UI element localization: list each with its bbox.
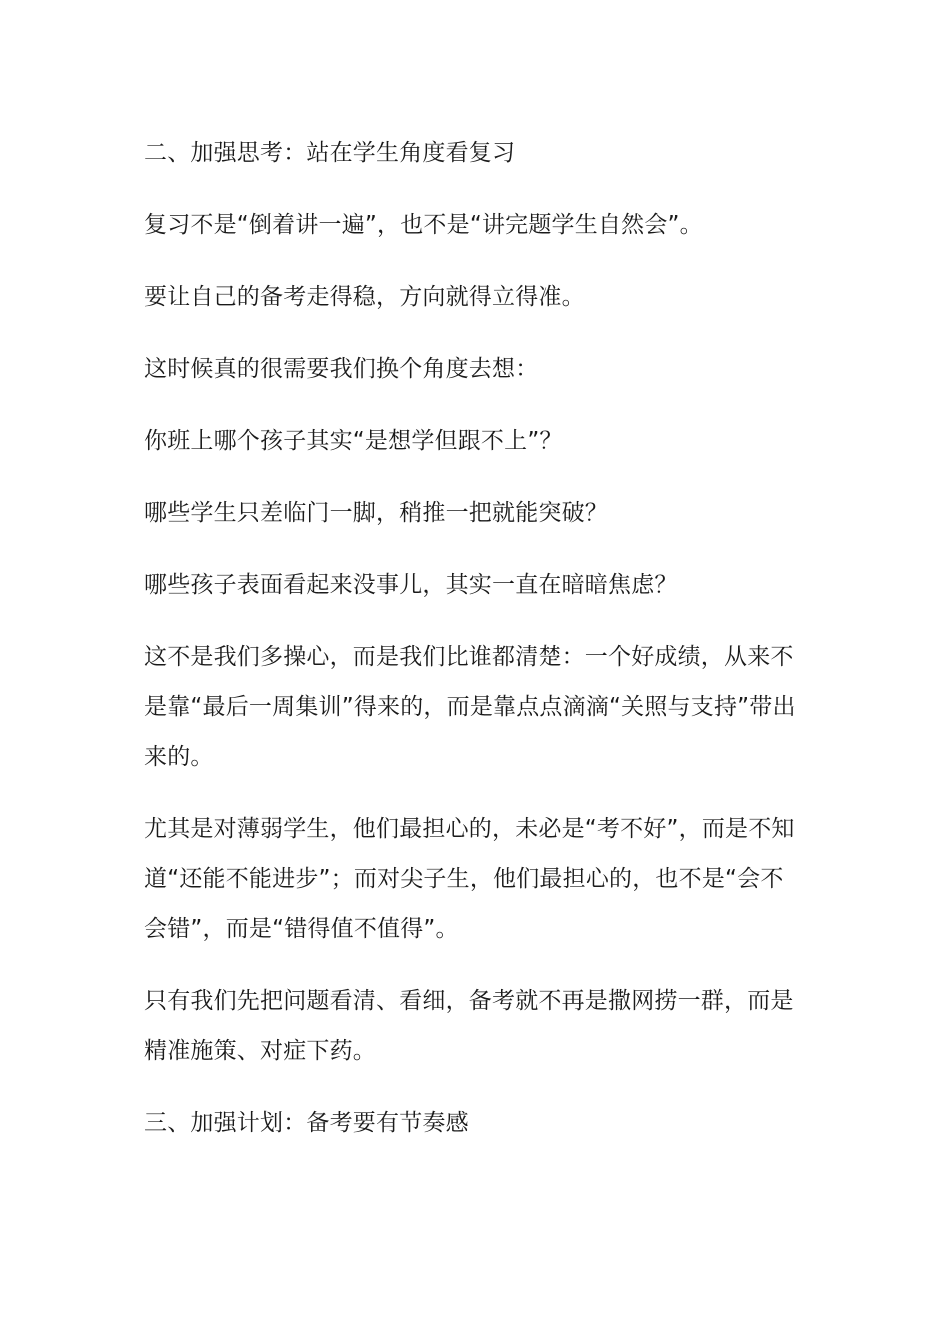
paragraph-7: 这不是我们多操心，而是我们比谁都清楚：一个好成绩，从来不是靠“最后一周集训”得来的，而是靠点点滴滴“关照与支持”带出来的。 [144,644,796,770]
document-body [144,128,804,1170]
paragraph-9: 只有我们先把问题看清、看细，备考就不再是撒网捞一群，而是精准施策、对症下药。 [144,988,794,1064]
section-heading-2: 二、加强思考：站在学生角度看复习 [144,140,516,166]
paragraph-2: 要让自己的备考走得稳，方向就得立得准。 [144,284,585,310]
section-heading-3: 三、加强计划：备考要有节奏感 [144,1110,469,1136]
paragraph-6: 哪些孩子表面看起来没事儿，其实一直在暗暗焦虑？ [144,572,678,598]
paragraph-8: 尤其是对薄弱学生，他们最担心的，未必是“考不好”，而是不知道“还能不能进步”；而对尖子生，他们最担心的，也不是“会不会错”，而是“错得值不值得”。 [144,816,795,942]
paragraph-4: 你班上哪个孩子其实“是想学但跟不上”？ [144,428,563,454]
paragraph-3: 这时候真的很需要我们换个角度去想： [144,356,539,382]
paragraph-1: 复习不是“倒着讲一遍”，也不是“讲完题学生自然会”。 [144,212,703,238]
paragraph-5: 哪些学生只差临门一脚，稍推一把就能突破？ [144,500,608,526]
